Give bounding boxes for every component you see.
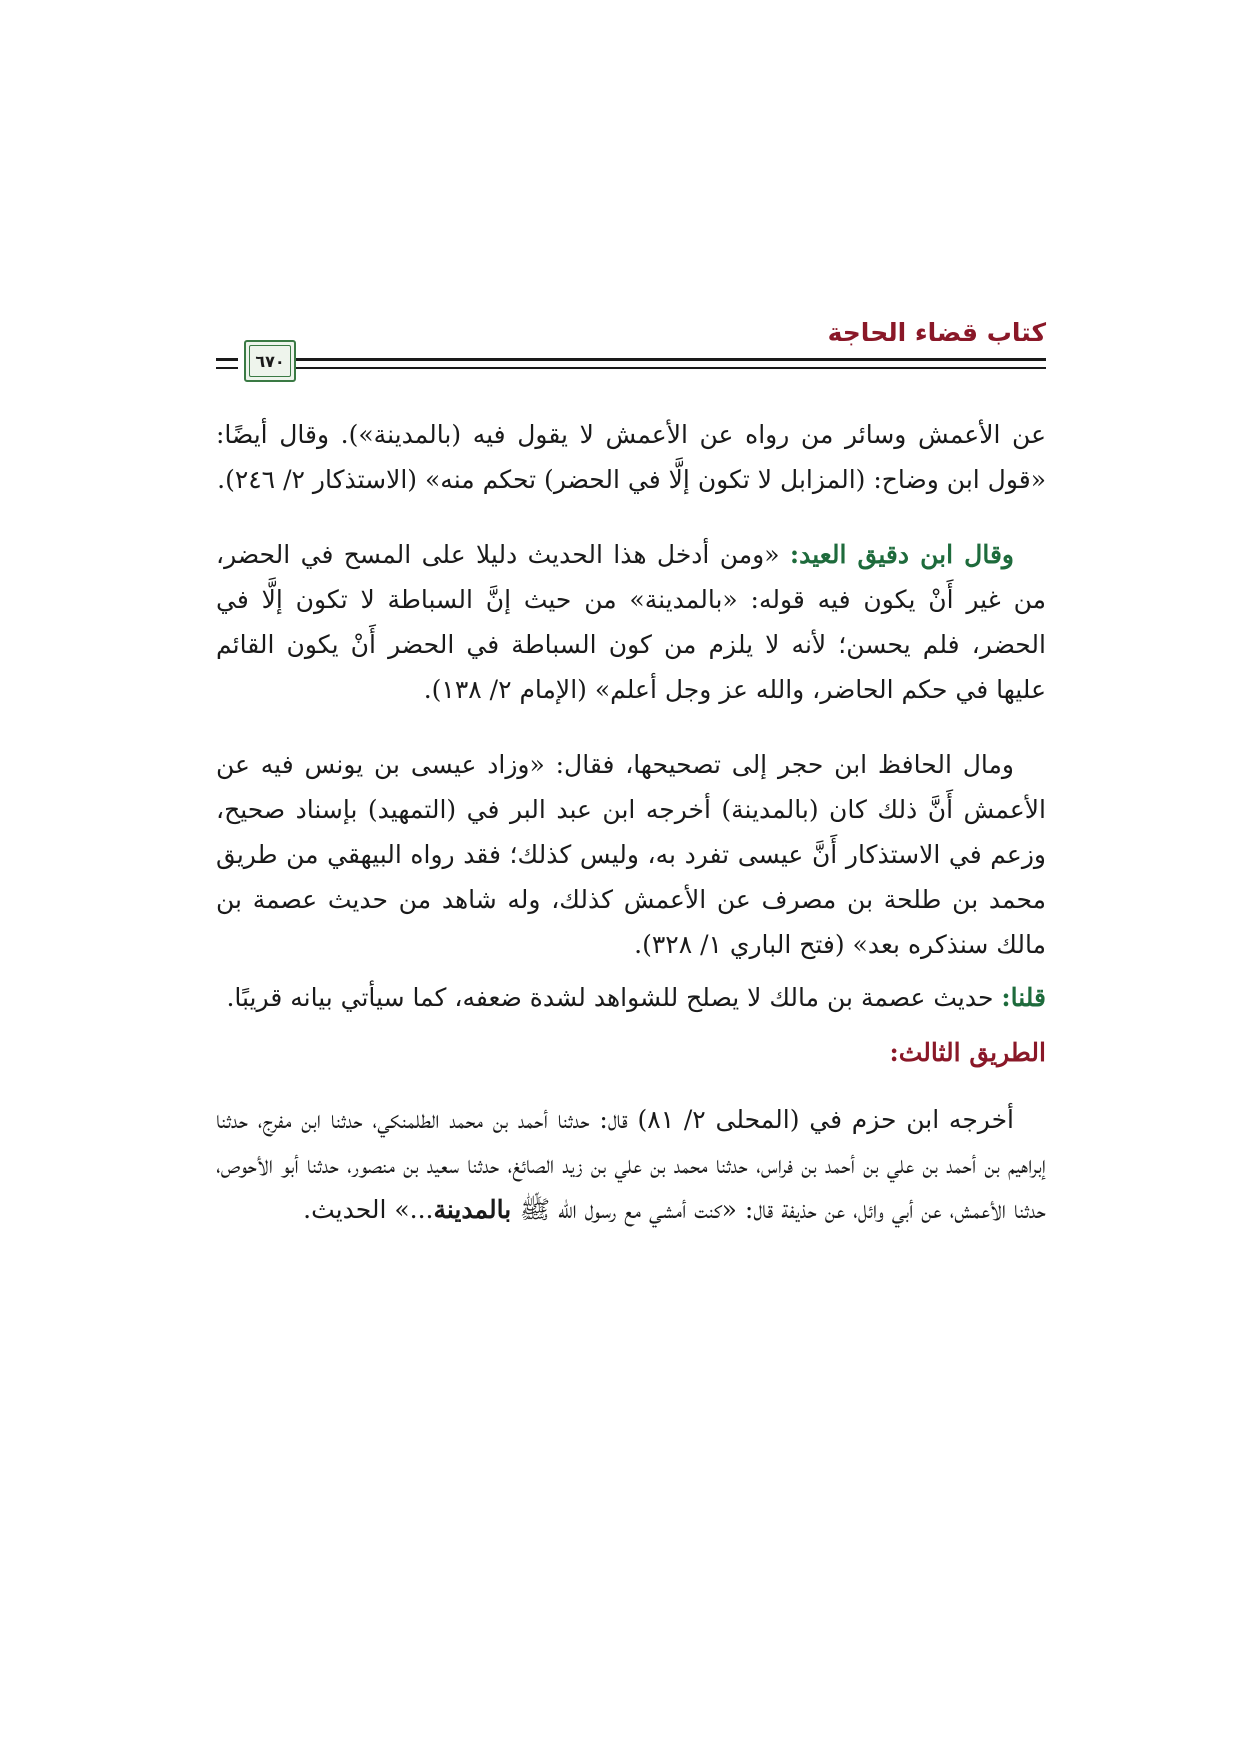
paragraph-4 [216,975,1046,1020]
header-title: كتاب قضاء الحاجة [827,318,1046,347]
subheading-third-path: الطريق الثالث: [889,1038,1046,1067]
header-rule-left-top [216,358,238,361]
paragraph-2-text: «ومن أدخل هذا الحديث دليلا على المسح في الحضر، من غير أَنْ يكون فيه قوله: «بالمدينة» من حيث إنَّ السباطة لا تكون إلَّا في الحضر، فلم يحسن؛ لأنه لا يلزم من كون السباطة في الحضر أَنْ يكون القائم عليها في حكم الحاضر، والله عز وجل أعلم» (الإمام ٢/ ١٣٨). [216,540,1046,704]
page-body [216,412,1046,1232]
speaker-label-ibn-daqiq: وقال ابن دقيق العيد: [789,540,1014,569]
header-rule-bottom [286,367,1046,369]
paragraph-5-text: أخرجه ابن حزم في (المحلى ٢/ ٨١) قال: حدثنا أحمد بن محمد الطلمنكي، حدثنا ابن مفرج، حدثنا إبراهيم بن أحمد بن علي بن أحمد بن فراس، حدثنا محمد بن علي بن زيد الصائغ، حدثنا سعيد بن منصور، حدثنا أبو الأحوص، حدثنا الأعمش، عن أبي وائل، عن حذيفة قال: «كنت أمشي مع رسول الله ﷺ [216,1105,1046,1224]
paragraph-1: عن الأعمش وسائر من رواه عن الأعمش لا يقول فيه (بالمدينة»). وقال أيضًا: «قول ابن وضاح: (المزابل لا تكون إلَّا في الحضر) تحكم منه» (الاستذكار ٢/ ٢٤٦). [216,420,1046,494]
page-header [216,318,1046,390]
paragraph-5-bold: بالمدينة [433,1195,520,1224]
header-rule-left-bottom [216,367,238,369]
paragraph-4-text: حديث عصمة بن مالك لا يصلح للشواهد لشدة ضعفه، كما سيأتي بيانه قريبًا. [226,983,1002,1012]
speaker-label-qulna: قلنا: [1001,983,1046,1012]
paragraph-3: ومال الحافظ ابن حجر إلى تصحيحها، فقال: «وزاد عيسى بن يونس فيه عن الأعمش أَنَّ ذلك كان (بالمدينة) أخرجه ابن عبد البر في (التمهيد) بإسناد صحيح، وزعم في الاستذكار أَنَّ عيسى تفرد به، وليس كذلك؛ فقد رواه البيهقي من طريق محمد بن طلحة بن مصرف عن الأعمش كذلك، وله شاهد من حديث عصمة بن مالك سنذكره بعد» (فتح الباري ١/ ٣٢٨). [216,750,1046,959]
header-rule-top [286,358,1046,361]
page-number: ٦٧٠ [255,351,285,371]
paragraph-5-tail: ...» الحديث. [303,1195,434,1224]
page-number-badge [244,340,296,382]
paragraph-5 [216,1097,1046,1232]
paragraph-2 [216,532,1046,712]
